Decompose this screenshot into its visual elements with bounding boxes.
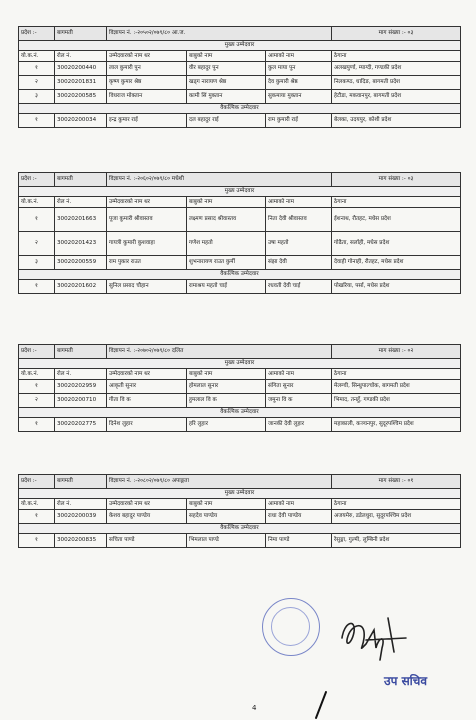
cell-name: गायत्री कुमारी कुशवाहा [107,232,187,256]
notice-number: विज्ञापन नं. :-२०६०२/०७९/८० मधेशी [107,173,332,187]
table-row [19,534,461,548]
cell-serial: २ [19,232,55,256]
col-address: ठेगाना [332,197,461,208]
cell-address: पोखरिया, पर्सा, मधेस प्रदेश [332,280,461,294]
cell-mother: निमा पाण्डे [266,534,332,548]
col-name: उम्मेदवारको नाम थर [107,51,187,62]
col-serial: यो.क.नं. [19,51,55,62]
cell-serial: १ [19,418,55,432]
province-name: बागमती [55,27,107,41]
col-name: उम्मेदवारको नाम थर [107,369,187,380]
cell-roll: 30020200559 [55,256,107,270]
cell-name: इन्द्र कुमार राई [107,114,187,128]
cell-mother: देव कुमारी श्रेष्ठ [266,76,332,90]
cell-roll: 30020201831 [55,76,107,90]
notice-block-4 [18,474,460,548]
table-row [19,418,461,432]
cell-father: गणेश महतो [187,232,266,256]
cell-father: दल बहादुर राई [187,114,266,128]
alternate-candidates-title: वैकल्पिक उम्मेदवार [19,408,461,418]
cell-name: राम पुकार राउत [107,256,187,270]
col-name: उम्मेदवारको नाम थर [107,197,187,208]
cell-serial: १ [19,208,55,232]
stamp-inner-ring [271,607,310,646]
table-row [19,114,461,128]
cell-name: सचिता पाण्डे [107,534,187,548]
notice-number: विज्ञापन नं. :-२०७०२/०७९/८० दलित [107,345,332,359]
cell-name: केशव बहादुर पाण्डेय [107,510,187,524]
cell-father: होमलाल सुनार [187,380,266,394]
col-father: बाबुको नाम [187,369,266,380]
col-name: उम्मेदवारको नाम थर [107,499,187,510]
province-name: बागमती [55,173,107,187]
province-name: बागमती [55,345,107,359]
cell-mother: जमुना वि क [266,394,332,408]
cell-father: लक्ष्मण प्रसाद श्रीवास्तव [187,208,266,232]
cell-father: हुमलाल वि क [187,394,266,408]
page-number: 4 [252,704,257,712]
cell-serial: ३ [19,90,55,104]
notice-header-row [19,345,461,359]
province-label: प्रदेश :- [19,27,55,41]
table-row [19,256,461,270]
col-roll: रोल नं. [55,499,107,510]
col-serial: यो.क.नं. [19,197,55,208]
col-serial: यो.क.नं. [19,499,55,510]
cell-address: अजयमेरु, डडेलधुरा, सुदूरपश्चिम प्रदेश [332,510,461,524]
cell-address: मेलम्ची, सिन्धुपाल्चोक, बागमती प्रदेश [332,380,461,394]
col-address: ठेगाना [332,499,461,510]
col-father: बाबुको नाम [187,51,266,62]
column-header-row [19,51,461,62]
cell-name: पूजा कुमारी श्रीवास्तव [107,208,187,232]
notice-block-3 [18,344,460,432]
cell-name: गीता वि क [107,394,187,408]
cell-serial: ३ [19,256,55,270]
cell-roll: 30020200835 [55,534,107,548]
notice-table-4 [18,474,461,548]
column-header-row [19,369,461,380]
cell-name: कृष्ण कुमार श्रेष्ठ [107,76,187,90]
cell-father: हरि लुहार [187,418,266,432]
column-header-row [19,499,461,510]
table-row [19,76,461,90]
cell-mother: जानकी देवी लुहार [266,418,332,432]
notice-table-1 [18,26,461,128]
col-mother: आमाको नाम [266,499,332,510]
cell-father: भिमलाल पाण्डे [187,534,266,548]
cell-name: विधराज मोक्तान [107,90,187,104]
province-label: प्रदेश :- [19,173,55,187]
table-row [19,280,461,294]
col-address: ठेगाना [332,369,461,380]
cell-address: रेसुङ्गा, गुल्मी, लुम्बिनी प्रदेश [332,534,461,548]
cell-serial: १ [19,534,55,548]
cell-roll: 30020200440 [55,62,107,76]
cell-roll: 30020200034 [55,114,107,128]
table-row [19,90,461,104]
col-mother: आमाको नाम [266,369,332,380]
cell-roll: 30020200585 [55,90,107,104]
cell-address: ईशनाथ, रौतहट, मधेस प्रदेश [332,208,461,232]
cell-address: देवाही गोनाही, रौतहट, मधेस प्रदेश [332,256,461,270]
cell-serial: १ [19,280,55,294]
cell-name: लाल कुमारी पुन [107,62,187,76]
cell-mother: संझा देवी [266,256,332,270]
table-row [19,394,461,408]
cell-serial: २ [19,76,55,90]
handwritten-signature [336,608,412,666]
col-address: ठेगाना [332,51,461,62]
cell-mother: रधवती देवी चाई [266,280,332,294]
demand-count: माग संख्या :- ०३ [332,173,461,187]
cell-serial: १ [19,62,55,76]
cell-father: वीर बहादुर पुन [187,62,266,76]
cell-name: सुनिल प्रसाद चौहान [107,280,187,294]
main-candidates-title: मुख्य उम्मेदवार [19,187,461,197]
cell-roll: 30020202959 [55,380,107,394]
cell-address: बेलका, उदयपुर, कोशी प्रदेश [332,114,461,128]
cell-serial: १ [19,380,55,394]
cell-mother: निता देवी श्रीवास्तव [266,208,332,232]
province-label: प्रदेश :- [19,345,55,359]
cell-mother: कुल माया पुन [266,62,332,76]
cell-name: दिनेश लुहार [107,418,187,432]
main-candidates-title: मुख्य उम्मेदवार [19,489,461,499]
cell-serial: १ [19,114,55,128]
table-row [19,510,461,524]
cell-mother: सुकमाया मुक्तान [266,90,332,104]
cell-roll: 30020201663 [55,208,107,232]
demand-count: माग संख्या :- ०३ [332,27,461,41]
cell-address: भिमाद, तनहुँ, गण्डकी प्रदेश [332,394,461,408]
col-father: बाबुको नाम [187,197,266,208]
col-roll: रोल नं. [55,197,107,208]
demand-count: माग संख्या :- ०१ [332,475,461,489]
cell-roll: 30020202775 [55,418,107,432]
cell-roll: 30020201602 [55,280,107,294]
alternate-candidates-title: वैकल्पिक उम्मेदवार [19,104,461,114]
col-roll: रोल नं. [55,369,107,380]
cell-address: महाकाली, कञ्चनपुर, सुदूरपश्चिम प्रदेश [332,418,461,432]
cell-roll: 30020200039 [55,510,107,524]
signature-designation: उप सचिव [384,674,428,688]
notice-header-row [19,475,461,489]
cell-address: गोढैता, सर्लाही, मधेस प्रदेश [332,232,461,256]
notice-header-row [19,173,461,187]
cell-name: आकृती सुनार [107,380,187,394]
cell-address: हेटौडा, मकवानपुर, बागमती प्रदेश [332,90,461,104]
cell-father: रामाश्रय महतो चाई [187,280,266,294]
pen-stroke-mark [312,690,330,720]
cell-serial: २ [19,394,55,408]
notice-table-3 [18,344,461,432]
notice-block-2 [18,172,460,294]
demand-count: माग संख्या :- ०२ [332,345,461,359]
cell-father: सहदेव पाण्डेय [187,510,266,524]
province-name: बागमती [55,475,107,489]
table-row [19,380,461,394]
notice-table-2 [18,172,461,294]
cell-serial: १ [19,510,55,524]
province-label: प्रदेश :- [19,475,55,489]
alternate-candidates-title: वैकल्पिक उम्मेदवार [19,524,461,534]
official-stamp [262,598,320,656]
cell-address: निलकण्ठ, धादिङ, बागमती प्रदेश [332,76,461,90]
cell-father: शुभनारायण राउत कुर्मी [187,256,266,270]
column-header-row [19,197,461,208]
cell-father: कामी सिं मुक्तान [187,90,266,104]
cell-roll: 30020200710 [55,394,107,408]
cell-address: अलखपुर्णा, म्याग्दी, गण्डकी प्रदेश [332,62,461,76]
notice-block-1 [18,26,460,128]
col-mother: आमाको नाम [266,51,332,62]
cell-mother: राधा देवी पाण्डेय [266,510,332,524]
main-candidates-title: मुख्य उम्मेदवार [19,359,461,369]
col-father: बाबुको नाम [187,499,266,510]
cell-mother: उषा महतो [266,232,332,256]
notice-number: विज्ञापन नं. :-२०५०२/०७९/८० आ.ज. [107,27,332,41]
col-mother: आमाको नाम [266,197,332,208]
cell-father: खड्ग नारायण श्रेष्ठ [187,76,266,90]
cell-mother: राम कुमारी राई [266,114,332,128]
col-serial: यो.क.नं. [19,369,55,380]
notice-header-row [19,27,461,41]
cell-mother: संगिता सुनार [266,380,332,394]
alternate-candidates-title: वैकल्पिक उम्मेदवार [19,270,461,280]
main-candidates-title: मुख्य उम्मेदवार [19,41,461,51]
notice-number: विज्ञापन नं. :-२०८०२/०७९/८० अपाङ्गता [107,475,332,489]
cell-roll: 30020201423 [55,232,107,256]
table-row [19,208,461,232]
col-roll: रोल नं. [55,51,107,62]
table-row [19,62,461,76]
table-row [19,232,461,256]
